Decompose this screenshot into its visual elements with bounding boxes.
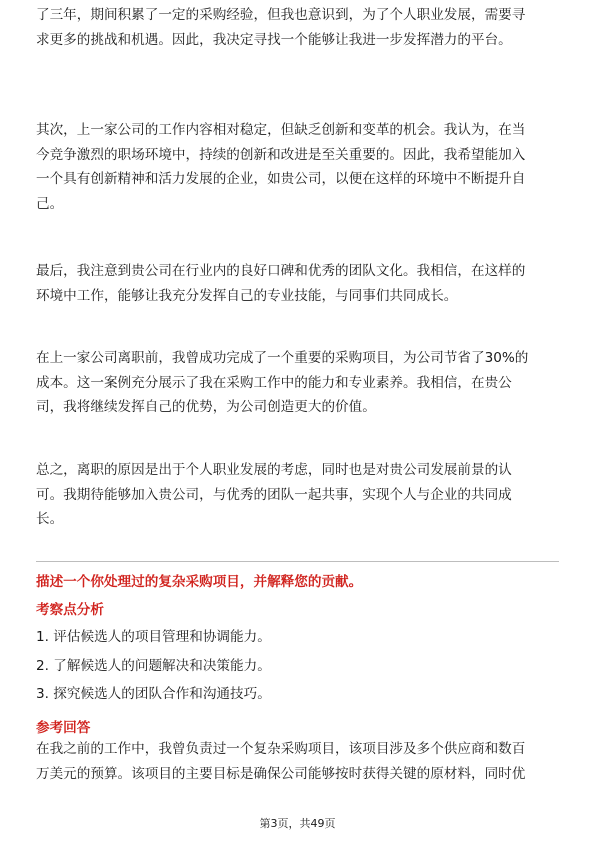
- analysis-title: 考察点分析: [36, 602, 104, 618]
- text-line: 成本。这一案例充分展示了我在采购工作中的能力和专业素养。我相信，在贵公: [36, 374, 512, 391]
- text-line: 万美元的预算。该项目的主要目标是确保公司能够按时获得关键的原材料，同时优: [36, 765, 526, 782]
- text-line: 了三年，期间积累了一定的采购经验，但我也意识到，为了个人职业发展，需要寻: [36, 7, 526, 23]
- answer-title: 参考回答: [36, 720, 91, 736]
- text-line: 环境中工作，能够让我充分发挥自己的专业技能，与同事们共同成长。: [36, 287, 458, 304]
- question-heading: 描述一个你处理过的复杂采购项目，并解释您的贡献。: [36, 574, 363, 590]
- text-line: 其次，上一家公司的工作内容相对稳定，但缺乏创新和变革的机会。我认为，在当: [36, 122, 526, 138]
- text-line: 总之，离职的原因是出于个人职业发展的考虑，同时也是对贵公司发展前景的认: [36, 462, 512, 478]
- paragraph: [36, 259, 525, 308]
- page-number: 第3页，共49页: [259, 817, 336, 830]
- paragraph: [36, 346, 528, 420]
- analysis-item: 1. 评估候选人的项目管理和协调能力。: [36, 629, 271, 645]
- text-line: 一个具有创新精神和活力发展的企业，如贵公司，以便在这样的环境中不断提升自: [36, 171, 526, 187]
- paragraph: [36, 3, 525, 52]
- text-line: 求更多的挑战和机遇。因此，我决定寻找一个能够让我进一步发挥潜力的平台。: [36, 31, 512, 48]
- text-line: 司，我将继续发挥自己的优势，为公司创造更大的价值。: [36, 399, 376, 415]
- analysis-item: 2. 了解候选人的问题解决和决策能力。: [36, 658, 271, 674]
- text-line: 在上一家公司离职前，我曾成功完成了一个重要的采购项目，为公司节省了30%的: [36, 350, 529, 366]
- text-line: 在我之前的工作中，我曾负责过一个复杂采购项目，该项目涉及多个供应商和数百: [36, 741, 526, 757]
- paragraph: [36, 458, 512, 532]
- text-line: 可。我期待能够加入贵公司，与优秀的团队一起共事，实现个人与企业的共同成: [36, 486, 512, 503]
- text-line: 长。: [36, 511, 64, 527]
- section-divider: [36, 561, 559, 562]
- text-line: 今竞争激烈的职场环境中，持续的创新和改进是至关重要的。因此，我希望能加入: [36, 146, 526, 163]
- text-line: 最后，我注意到贵公司在行业内的良好口碑和优秀的团队文化。我相信，在这样的: [36, 263, 526, 279]
- analysis-item: 3. 探究候选人的团队合作和沟通技巧。: [36, 686, 271, 702]
- text-line: 己。: [36, 195, 64, 212]
- answer-paragraph: [36, 737, 560, 786]
- paragraph: [36, 118, 525, 216]
